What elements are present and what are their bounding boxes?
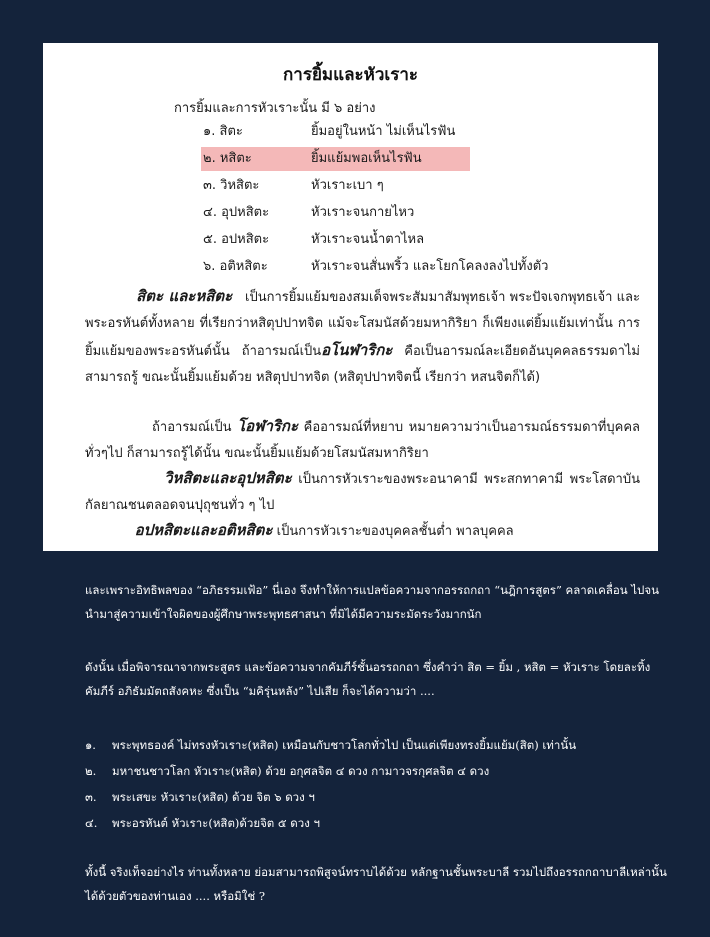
item-desc: หัวเราะจนสั่นพริ้ว และโยกโคลงลงไปทั้งตัว bbox=[311, 259, 549, 274]
list-text: มหาชนชาวโลก หัวเราะ(หสิต) ด้วย อกุศลจิต ๔ ดวง กามาวจรกุศลจิต ๔ ดวง bbox=[112, 764, 490, 778]
list-number: ๓. bbox=[85, 790, 97, 804]
paragraph-text: คืออารมณ์ที่หยาบ หมายความว่าเป็นอารมณ์ธรรมดาที่บุคคลทั่วๆไป ก็สามารถรู้ได้นั้น ขณะนั้นยิ้มแย้มด้วยโสมนัสมหากิริยา bbox=[85, 420, 640, 461]
list-number: ๑. bbox=[85, 738, 96, 752]
paragraph-text: เป็นการหัวเราะของบุคคลชั้นต่ำ พาลบุคคล bbox=[276, 524, 514, 539]
caption-text: และเพราะอิทธิพลของ “อภิธรรมเฟ้อ” นี่เอง จึงทำให้การแปลข้อความจากอรรถกถา “นฎิการสูตร” คลาดเคลื่อน ไปจนนำมาสู่ความเข้าใจผิดของผู้ศึกษาพระพุทธศาสนา ที่มิได้มีความระมัดระวังมากนัก bbox=[85, 583, 659, 621]
term-anolarika: อโนฬาริกะ bbox=[321, 341, 393, 359]
item-desc: หัวเราะจนกายไหว bbox=[311, 205, 415, 220]
caption-paragraph-3 bbox=[85, 860, 670, 908]
item-number: ๔. อุปหสิตะ bbox=[203, 205, 270, 220]
list-item bbox=[203, 201, 414, 225]
scan-paragraph-4 bbox=[85, 517, 640, 545]
paragraph-text: ถ้าอารมณ์เป็น bbox=[152, 420, 232, 435]
caption-text: ทั้งนี้ จริงเท็จอย่างไร ท่านทั้งหลาย ย่อมสามารถพิสูจน์ทราบได้ด้วย หลักฐานชั้นพระบาลี รวมไปถึงอรรถกถาบาลีเหล่านั้น ได้ด้วยตัวของท่านเอง .... หรือมิใช่ ? bbox=[85, 865, 667, 903]
scan-intro: การยิ้มและการหัวเราะนั้น มี ๖ อย่าง bbox=[174, 101, 376, 116]
caption-text: ดังนั้น เมื่อพิจารณาจากพระสูตร และข้อความจากคัมภีร์ชั้นอรรถกถา ซึ่งคำว่า สิต = ยิ้ม , หสิต = หัวเราะ โดยละทิ้งคัมภีร์ อภิธัมมัตถสังคหะ ซึ่งเป็น “มคิรุ่นหลัง” ไปเสีย ก็จะได้ความว่า .... bbox=[85, 660, 651, 698]
item-number: ๕. อปหสิตะ bbox=[203, 232, 270, 247]
item-desc: ยิ้มแย้มพอเห็นไรฟัน bbox=[311, 151, 422, 166]
item-number: ๑. สิตะ bbox=[203, 124, 243, 139]
term-olarika: โอฬาริกะ bbox=[237, 417, 299, 435]
paragraph-text: เป็นการหัวเราะของพระอนาคามี พระสกทาคามี พระโสดาบัน กัลยาณชนตลอดจนปุถุชนทั่ว ๆ ไป bbox=[85, 472, 640, 513]
item-number: ๓. วิหสิตะ bbox=[203, 178, 260, 193]
paragraph-text: คือเป็นอารมณ์ละเอียดอันบุคคลธรรมดาไม่สามารถรู้ ขณะนั้นยิ้มแย้มด้วย หสิตุปปาทจิต (หสิตุปปาทจิตนี้ เรียกว่า หสนจิตก็ได้) bbox=[85, 344, 640, 385]
item-desc: ยิ้มอยู่ในหน้า ไม่เห็นไรฟัน bbox=[311, 124, 456, 139]
scan-title: การยิ้มและหัวเราะ bbox=[282, 65, 418, 85]
list-number: ๔. bbox=[85, 816, 98, 830]
item-number: ๖. อติหสิตะ bbox=[203, 259, 268, 274]
item-desc: หัวเราะเบา ๆ bbox=[311, 178, 384, 193]
caption-paragraph-1 bbox=[85, 578, 670, 626]
list-item bbox=[85, 737, 576, 755]
scan-paragraph-1 bbox=[85, 283, 640, 391]
item-desc: หัวเราะจนน้ำตาไหล bbox=[311, 232, 425, 247]
term-vihasita: วิหสิตะและอุปหสิตะ bbox=[164, 469, 292, 487]
list-text: พระอรหันต์ หัวเราะ(หสิต)ด้วยจิต ๕ ดวง ฯ bbox=[112, 816, 320, 830]
paragraph-text: เป็นการยิ้มแย้มของสมเด็จพระสัมมาสัมพุทธเจ้า พระปัจเจกพุทธเจ้า และพระอรหันต์ทั้งหลาย ที่เรียกว่าหสิตุปปาทจิต แม้จะโสมนัสด้วยมหากิริยา ก็เพียงแต่ยิ้มแย้มเท่านั้น การยิ้มแย้มของพระอรหันต์นั้น ถ้าอารมณ์เป็น bbox=[85, 290, 640, 359]
list-text: พระพุทธองค์ ไม่ทรงหัวเราะ(หสิต) เหมือนกับชาวโลกทั่วไป เป็นแต่เพียงทรงยิ้มแย้ม(สิต) เท่านั้น bbox=[112, 738, 577, 752]
scan-paragraph-2 bbox=[85, 413, 640, 467]
list-item bbox=[203, 255, 548, 279]
list-item bbox=[203, 120, 455, 144]
list-item bbox=[85, 815, 320, 833]
item-number: ๒. หสิตะ bbox=[203, 151, 252, 166]
scan-paragraph-3 bbox=[85, 465, 640, 519]
term-sita-hasita: สิตะ และหสิตะ bbox=[136, 287, 233, 305]
list-item bbox=[203, 174, 384, 198]
list-item bbox=[203, 228, 424, 252]
scanned-text-image bbox=[43, 43, 658, 551]
list-item bbox=[85, 763, 489, 781]
term-apahasita: อปหสิตะและอติหสิตะ bbox=[134, 521, 273, 539]
list-item bbox=[85, 789, 315, 807]
list-number: ๒. bbox=[85, 764, 97, 778]
list-item-highlighted bbox=[201, 147, 470, 171]
list-text: พระเสขะ หัวเราะ(หสิต) ด้วย จิต ๖ ดวง ฯ bbox=[112, 790, 315, 804]
caption-paragraph-2 bbox=[85, 655, 670, 703]
